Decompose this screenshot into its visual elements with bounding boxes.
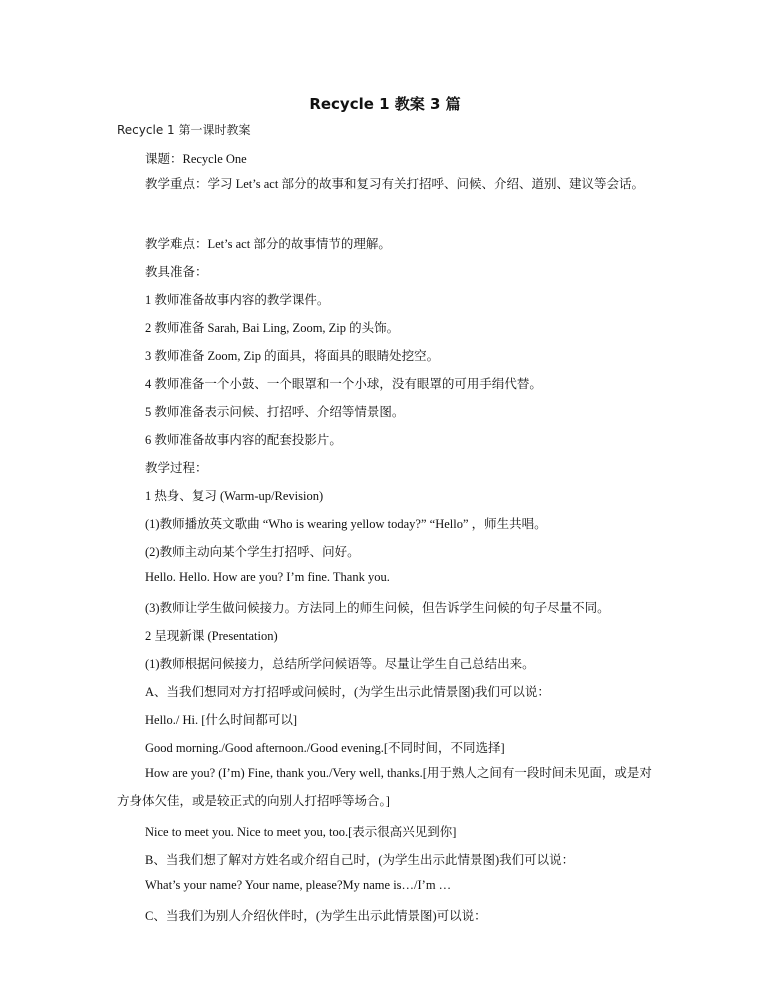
step-heading: 2 呈现新课 (Presentation) (145, 629, 278, 643)
dialogue-line: What’s your name? Your name, please?My name is…/I’m … (145, 878, 452, 892)
step-item: (3)教师让学生做问候接力。方法同上的师生问候，但告诉学生问候的句子尽量不同。 (145, 601, 610, 615)
difficulty-line: 教学难点：Let’s act 部分的故事情节的理解。 (145, 237, 391, 251)
page-subtitle: Recycle 1 第一课时教案 (117, 123, 251, 137)
material-item: 1 教师准备故事内容的教学课件。 (145, 293, 330, 307)
step-heading: 1 热身、复习 (Warm-up/Revision) (145, 489, 324, 503)
step-item: (1)教师播放英文歌曲 “Who is wearing yellow today?” “Hello” ，师生共唱。 (145, 517, 547, 531)
step-item: B、当我们想了解对方姓名或介绍自己时，(为学生出示此情景图)我们可以说： (145, 853, 575, 867)
topic-line: 课题：Recycle One (145, 152, 247, 166)
material-item: 4 教师准备一个小鼓、一个眼罩和一个小球，没有眼罩的可用手绢代替。 (145, 377, 542, 391)
dialogue-paragraph: How are you? (I’m) Fine, thank you./Very well, thanks.[用于熟人之间有一段时间未见面，或是对方身体欠佳，或是较正式的向别人打招呼等场合。] (117, 766, 652, 808)
dialogue-line: Good morning./Good afternoon./Good evening.[不同时间，不同选择] (145, 741, 505, 755)
step-item: (1)教师根据问候接力，总结所学问候语等。尽量让学生自己总结出来。 (145, 657, 535, 671)
material-item: 6 教师准备故事内容的配套投影片。 (145, 433, 342, 447)
dialogue-line: Hello. Hello. How are you? I’m fine. Thank you. (145, 570, 390, 584)
material-item: 5 教师准备表示问候、打招呼、介绍等情景图。 (145, 405, 405, 419)
material-item: 3 教师准备 Zoom, Zip 的面具，将面具的眼睛处挖空。 (145, 349, 440, 363)
step-item: C、当我们为别人介绍伙伴时，(为学生出示此情景图)可以说： (145, 909, 487, 923)
step-item: A、当我们想同对方打招呼或问候时，(为学生出示此情景图)我们可以说： (145, 685, 550, 699)
dialogue-line: Hello./ Hi. [什么时间都可以] (145, 713, 298, 727)
materials-heading: 教具准备： (145, 265, 208, 279)
step-item: (2)教师主动向某个学生打招呼、问好。 (145, 545, 360, 559)
key-points-paragraph: 教学重点：学习 Let’s act 部分的故事和复习有关打招呼、问候、介绍、道别、建议等会话。 (145, 177, 644, 191)
procedure-heading: 教学过程： (145, 461, 208, 475)
material-item: 2 教师准备 Sarah, Bai Ling, Zoom, Zip 的头饰。 (145, 321, 400, 335)
dialogue-line: Nice to meet you. Nice to meet you, too.[表示很高兴见到你] (145, 825, 457, 839)
page-title: Recycle 1 教案 3 篇 (309, 95, 461, 113)
